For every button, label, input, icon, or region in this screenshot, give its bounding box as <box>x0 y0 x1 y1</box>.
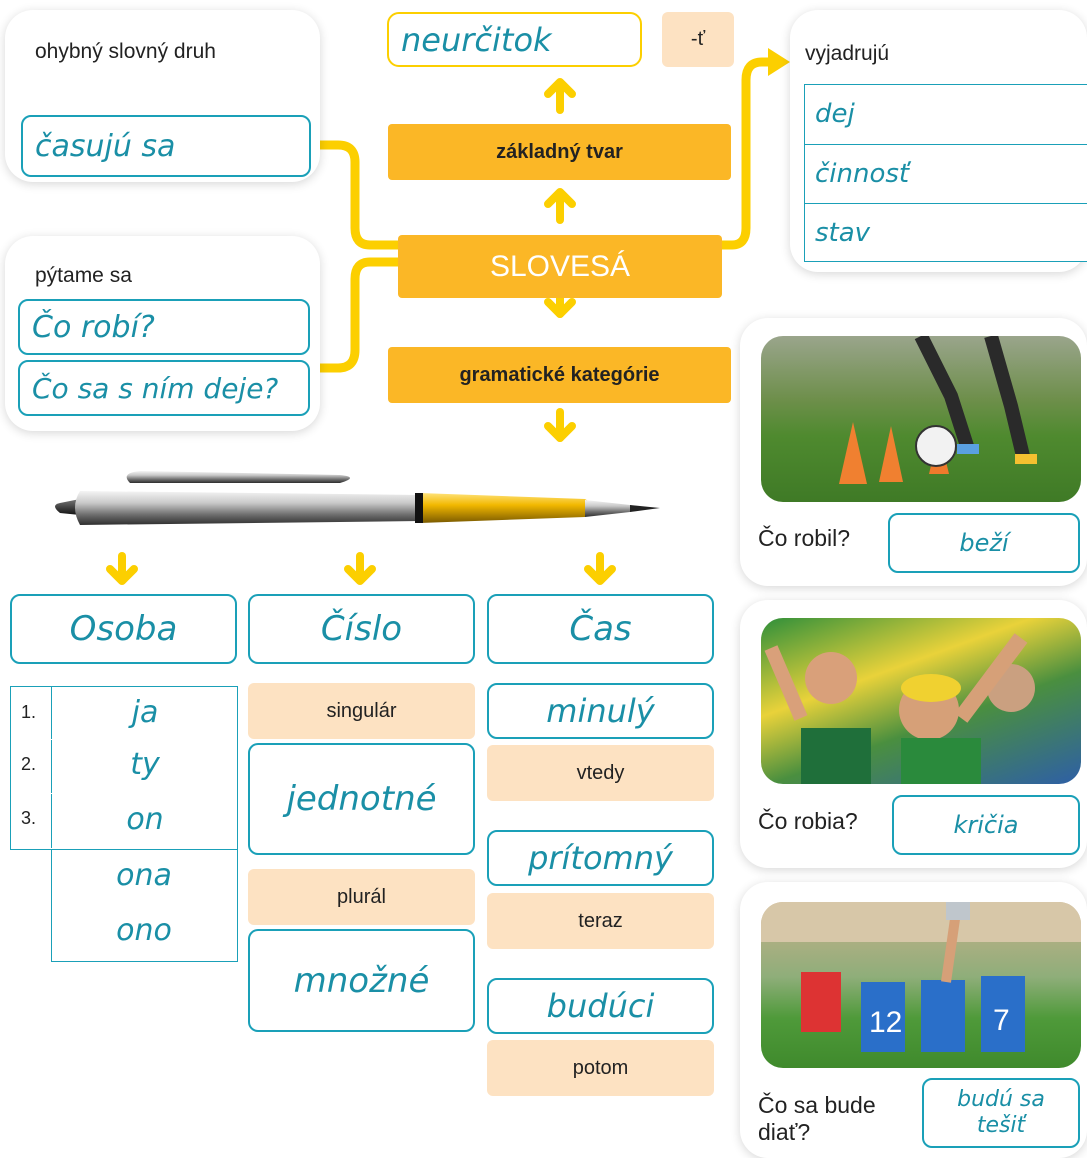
question-text <box>758 1092 898 1146</box>
express-item-1 <box>815 85 855 143</box>
question-text: Čo robia? <box>758 808 858 834</box>
fans-illustration <box>761 618 1081 784</box>
person-pronoun-4: ona <box>116 858 172 893</box>
photo-card-1 <box>740 318 1087 586</box>
person-row-1 <box>10 686 238 741</box>
svg-text:7: 7 <box>993 1004 1010 1037</box>
person-row-5 <box>51 905 238 962</box>
present-text: prítomný <box>528 839 673 877</box>
express-text-1: dej <box>815 99 855 129</box>
person-row-4 <box>51 849 238 906</box>
answer-box <box>892 795 1080 855</box>
suffix-box <box>662 12 734 67</box>
grammatical-categories-box <box>388 347 731 403</box>
person-pronoun-1: ja <box>131 695 159 730</box>
person-row-3 <box>10 794 238 850</box>
present-box <box>487 830 714 886</box>
header-cislo <box>248 594 475 664</box>
question-box-2 <box>18 360 310 416</box>
question-text: Čo robil? <box>758 525 851 551</box>
person-number-2: 2. <box>21 754 37 774</box>
pen-image <box>40 455 680 555</box>
person-row-2 <box>10 740 238 795</box>
question-box-1 <box>18 299 310 355</box>
present-label-box <box>487 893 714 949</box>
team-illustration <box>761 902 1081 1068</box>
answer-box <box>21 115 311 177</box>
card-title: pýtame sa <box>35 264 132 287</box>
plural-box <box>248 929 475 1032</box>
express-item-3 <box>815 204 870 262</box>
photo-fans-cheering <box>761 618 1081 784</box>
card-express <box>790 10 1087 272</box>
photo-card-3 <box>740 882 1087 1158</box>
past-text: minulý <box>546 692 655 730</box>
answer-text: budú sa tešiť <box>957 1087 1045 1138</box>
header-cas-text: Čas <box>569 609 632 649</box>
base-form-label: základný tvar <box>496 140 623 163</box>
card-title: vyjadrujú <box>805 42 890 65</box>
plural-text: množné <box>293 960 430 1001</box>
singular-label-box <box>248 683 475 739</box>
person-number-1: 1. <box>21 702 37 722</box>
center-slovesa-box <box>398 235 722 298</box>
person-pronoun-3: on <box>126 802 164 837</box>
singular-text: jednotné <box>286 779 437 819</box>
answer-text: kričia <box>953 811 1019 839</box>
header-cas <box>487 594 714 664</box>
singular-label: singulár <box>326 699 397 722</box>
express-text-3: stav <box>815 218 871 248</box>
future-text: budúci <box>546 987 655 1025</box>
express-item-2 <box>815 145 909 203</box>
grammatical-categories-label: gramatické kategórie <box>459 363 660 386</box>
person-number-3: 3. <box>21 808 37 828</box>
suffix-text: -ť <box>690 28 706 50</box>
plural-label-box <box>248 869 475 925</box>
photo-card-2 <box>740 600 1087 868</box>
question-text-span: Čo sa bude diať? <box>758 1092 876 1145</box>
person-pronoun-2: ty <box>130 747 160 782</box>
infinitive-box <box>387 12 642 67</box>
infinitive-text: neurčitok <box>401 20 552 59</box>
photo-soccer-running <box>761 336 1081 502</box>
question-text-1: Čo robí? <box>32 309 155 345</box>
person-table <box>10 686 238 962</box>
card-title: ohybný slovný druh <box>35 40 216 63</box>
future-label-box <box>487 1040 714 1096</box>
express-text-2: činnosť <box>815 159 910 189</box>
card-we-ask <box>5 236 320 431</box>
photo-team-celebrating <box>761 902 1081 1068</box>
future-label: potom <box>572 1056 629 1079</box>
answer-text: beží <box>959 529 1009 557</box>
express-list <box>804 84 1087 262</box>
past-label: vtedy <box>576 761 625 784</box>
present-label: teraz <box>578 909 623 932</box>
past-box <box>487 683 714 739</box>
singular-box <box>248 743 475 855</box>
header-osoba <box>10 594 237 664</box>
svg-text:12: 12 <box>869 1006 903 1039</box>
answer-box <box>922 1078 1080 1148</box>
future-box <box>487 978 714 1034</box>
header-osoba-text: Osoba <box>69 609 178 649</box>
base-form-box <box>388 124 731 180</box>
card-inflected-word-class <box>5 10 320 182</box>
past-label-box <box>487 745 714 801</box>
soccer-illustration <box>761 336 1081 502</box>
question-text-2: Čo sa s ním deje? <box>32 371 279 405</box>
center-slovesa-label: SLOVESÁ <box>489 249 631 283</box>
header-cislo-text: Číslo <box>320 609 403 649</box>
person-pronoun-5: ono <box>116 913 172 948</box>
answer-text: časujú sa <box>35 128 176 164</box>
answer-box <box>888 513 1080 573</box>
plural-label: plurál <box>337 885 386 908</box>
